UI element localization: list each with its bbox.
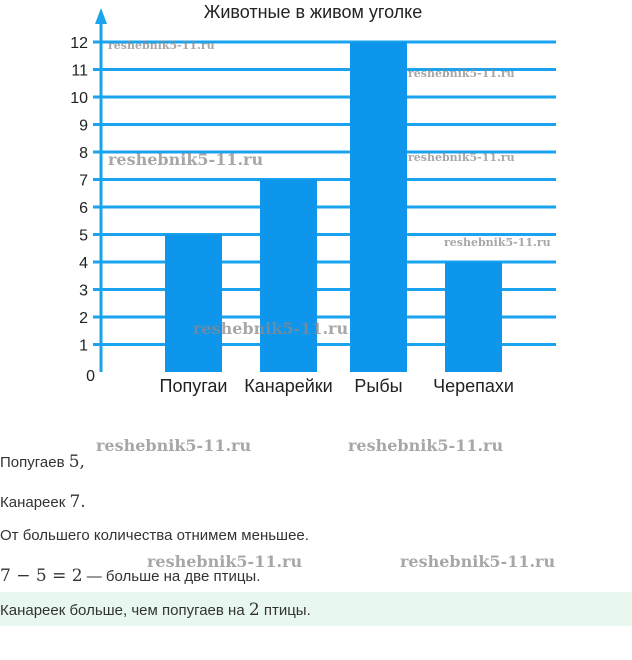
y-tick-label: 5 (79, 227, 88, 245)
watermark: reshebnik5-11.ru (108, 150, 264, 169)
y-tick-label: 12 (70, 35, 88, 52)
y-tick-label: 3 (79, 282, 88, 300)
y-tick-label: 0 (86, 368, 95, 385)
x-category-label: Рыбы (354, 376, 403, 396)
solution-line-method (0, 527, 309, 544)
y-tick-label: 11 (71, 62, 88, 80)
watermark: reshebnik5-11.ru (147, 552, 303, 571)
expression-text: — больше на две птицы. (82, 568, 261, 585)
watermark: reshebnik5-11.ru (444, 236, 551, 249)
watermark: reshebnik5-11.ru (408, 151, 515, 164)
expression: 7 − 5 = 2 (0, 566, 83, 586)
x-category-label: Попугаи (159, 376, 228, 396)
parrots-count: 5, (68, 452, 85, 472)
canaries-label: Канареек (0, 494, 66, 511)
solution-line-parrots (0, 452, 85, 472)
watermark: reshebnik5-11.ru (408, 67, 515, 80)
y-tick-label: 1 (79, 337, 88, 355)
answer-prefix: Канареек больше, чем попугаев на (0, 602, 245, 619)
answer-suffix: птицы. (263, 602, 311, 619)
watermark: reshebnik5-11.ru (348, 436, 504, 455)
canaries-count: 7. (69, 492, 86, 512)
y-axis-arrow-icon (95, 8, 107, 24)
watermark: reshebnik5-11.ru (96, 436, 252, 455)
solution-line-canaries (0, 492, 86, 512)
watermark: reshebnik5-11.ru (400, 552, 556, 571)
x-category-label: Канарейки (244, 376, 333, 396)
y-tick-label: 4 (79, 255, 88, 272)
watermark: reshebnik5-11.ru (193, 319, 349, 338)
watermark: reshebnik5-11.ru (108, 39, 215, 52)
y-tick-label: 2 (79, 310, 88, 327)
bar-1 (165, 235, 222, 373)
y-tick-label: 7 (79, 172, 88, 190)
bar-4 (445, 262, 502, 372)
bar-3 (350, 42, 407, 372)
answer-box (0, 592, 632, 626)
y-tick-label: 10 (70, 90, 88, 107)
parrots-label: Попугаев (0, 454, 65, 471)
method-text: От большего количества отнимем меньшее. (0, 527, 309, 544)
answer-number: 2 (248, 600, 260, 620)
solution-line-expression (0, 566, 260, 586)
y-tick-label: 9 (79, 117, 88, 135)
bar-2 (260, 180, 317, 373)
chart-title: Животные в живом уголке (203, 2, 423, 22)
answer-text (0, 600, 311, 620)
x-category-label: Черепахи (433, 376, 514, 396)
y-tick-label: 8 (79, 145, 88, 162)
y-tick-label: 6 (79, 200, 88, 217)
